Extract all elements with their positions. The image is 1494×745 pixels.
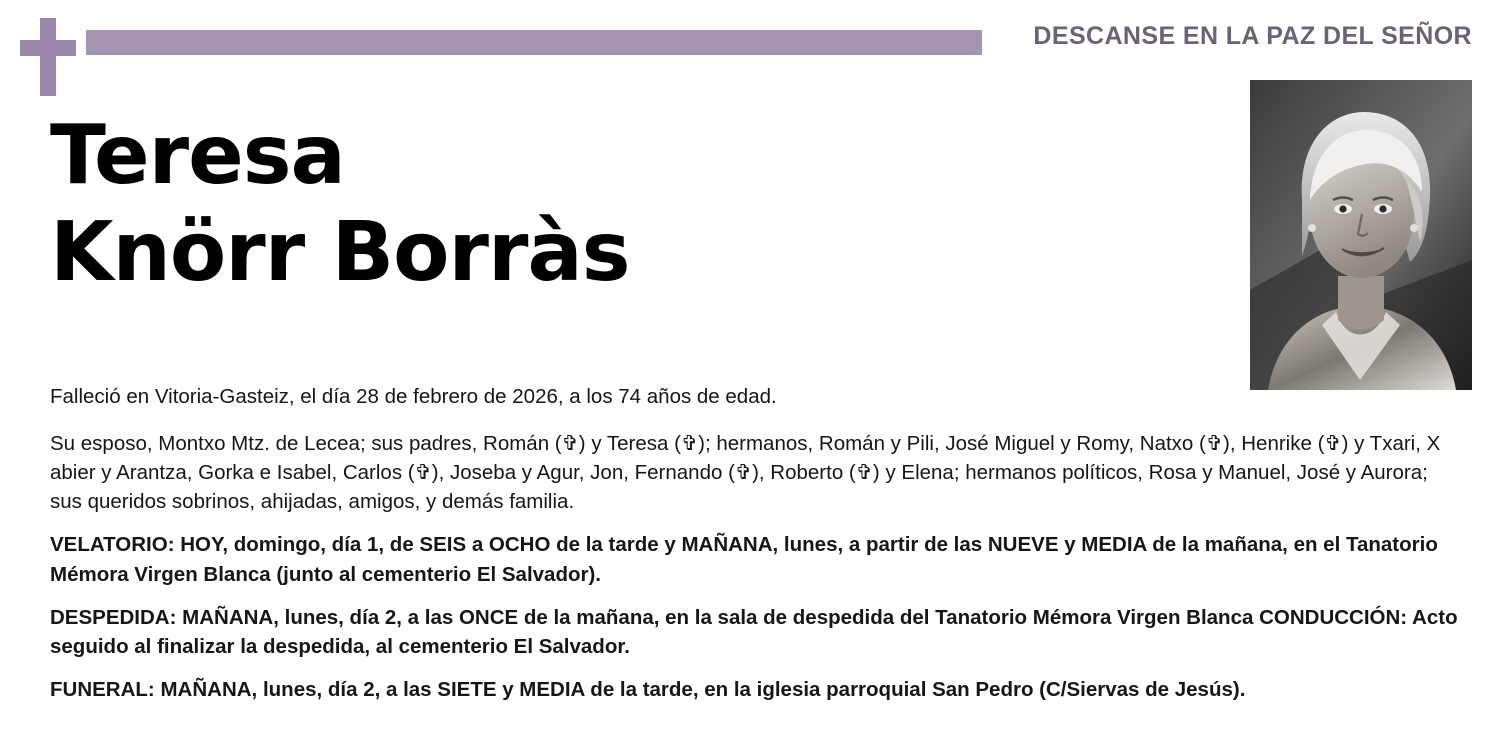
notice-body (50, 382, 1460, 718)
death-line: Falleció en Vitoria-Gasteiz, el día 28 de febrero de 2026, a los 74 años de edad. (50, 385, 777, 408)
cross-horizontal-bar (20, 40, 76, 56)
funeral-info: FUNERAL: MAÑANA, lunes, día 2, a las SIETE y MEDIA de la tarde, en la iglesia parroquial San Pedro (C/Siervas de Jesús). (50, 677, 1246, 701)
cross-vertical-bar (40, 18, 56, 96)
family-list: Su esposo, Montxo Mtz. de Lecea; sus padres, Román (✞) y Teresa (✞); hermanos, Román y Pili, José Miguel y Romy, Natxo (✞), Henrike (✞) y Txari, X abier y Arantza, Gorka e Isabel, Carlos (✞), Joseba y Agur, Jon, Fernando (✞), Roberto (✞) y Elena; hermanos políticos, Rosa y Manuel, José y Aurora; sus queridos sobrinos, ahijadas, amigos, y demás familia. (50, 432, 1441, 514)
deceased-first-name: Teresa (50, 108, 345, 203)
cross-icon (20, 18, 76, 96)
despedida-info: DESPEDIDA: MAÑANA, lunes, día 2, a las ONCE de la mañana, en la sala de despedida del Tanatorio Mémora Virgen Blanca CONDUCCIÓN: Acto seguido al finalizar la despedida, al cementerio El Salvador. (50, 605, 1458, 658)
portrait-photo (1250, 80, 1472, 390)
header-banner-text: DESCANSE EN LA PAZ DEL SEÑOR (1033, 22, 1472, 50)
velatorio-info: VELATORIO: HOY, domingo, día 1, de SEIS a OCHO de la tarde y MAÑANA, lunes, a partir de las NUEVE y MEDIA de la mañana, en el Tanatorio Mémora Virgen Blanca (junto al cementerio El Salvador). (50, 533, 1438, 586)
header-accent-bar (86, 30, 982, 55)
deceased-last-name: Knörr Borràs (50, 204, 630, 300)
deceased-name (50, 108, 1210, 300)
